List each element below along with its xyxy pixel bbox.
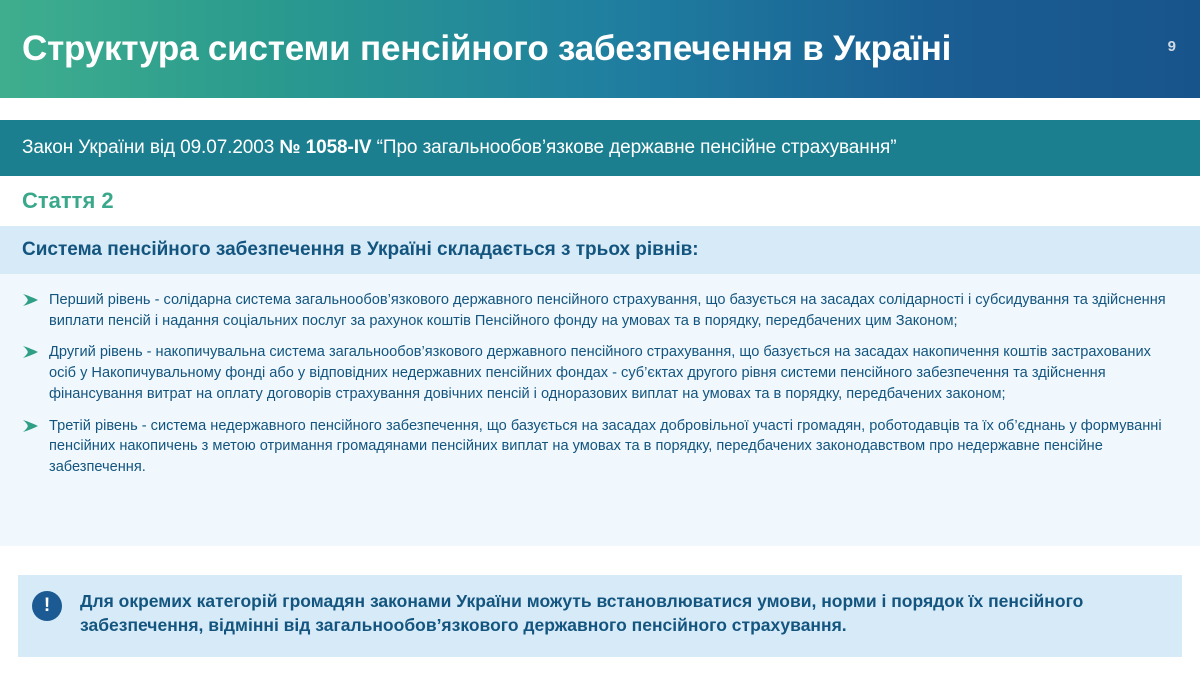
slide-header — [0, 0, 1200, 98]
list-item — [22, 290, 1176, 331]
note-text: Для окремих категорій громадян законами України можуть встановлюватися умови, норми і порядок їх пенсійного забезпечення, відмінні від загальнообов’язкового державного пенсійного страхування. — [80, 591, 1084, 636]
law-reference-bar — [0, 120, 1200, 176]
law-reference-number: № 1058-IV — [279, 137, 372, 158]
chevron-right-icon — [22, 290, 40, 331]
article-row — [0, 176, 1200, 226]
list-item — [22, 342, 1176, 404]
law-reference-prefix: Закон України від 09.07.2003 — [22, 137, 280, 158]
bullet-list — [0, 274, 1200, 546]
subtitle-text: Система пенсійного забезпечення в Україні складається з трьох рівнів: — [22, 239, 699, 260]
slide-number: 9 — [1167, 38, 1176, 55]
chevron-right-icon — [22, 416, 40, 478]
list-item-text: Перший рівень - солідарна система загальнообов’язкового державного пенсійного страхування, що базується на засадах солідарності і субсидування та здійснення виплати пенсій і надання соціальних послуг за рахунок коштів Пенсійного фонду на умовах та в порядку, передбачених цим Законом; — [49, 292, 1166, 329]
list-item — [22, 416, 1176, 478]
page-title: Структура системи пенсійного забезпечення в Україні — [22, 28, 952, 68]
law-reference-text — [22, 137, 896, 159]
subtitle-band — [0, 226, 1200, 274]
article-label: Стаття 2 — [22, 188, 114, 213]
note-callout — [18, 575, 1182, 657]
chevron-right-icon — [22, 342, 40, 404]
law-reference-suffix: “Про загальнообов’язкове державне пенсійне страхування” — [371, 137, 897, 158]
list-item-text: Третій рівень - система недержавного пенсійного забезпечення, що базується на засадах добровільної участі громадян, роботодавців та їх об’єднань у формуванні пенсійних накопичень з метою отримання громадянами пенсійних виплат на умовах та в порядку, передбачених законодавством про недержавне пенсійне забезпечення. — [49, 417, 1162, 476]
list-item-text: Другий рівень - накопичувальна система загальнообов’язкового державного пенсійного страхування, що базується на засадах накопичення коштів застрахованих осіб у Накопичувальному фонді або у відповідних недержавних пенсійних фондах - суб’єктах другого рівня системи пенсійного забезпечення та здійснення фінансування витрат на оплату договорів страхування довічних пенсій і одноразових виплат на умовах та в порядку, передбачених законом; — [49, 344, 1151, 402]
exclamation-icon: ! — [32, 591, 62, 621]
